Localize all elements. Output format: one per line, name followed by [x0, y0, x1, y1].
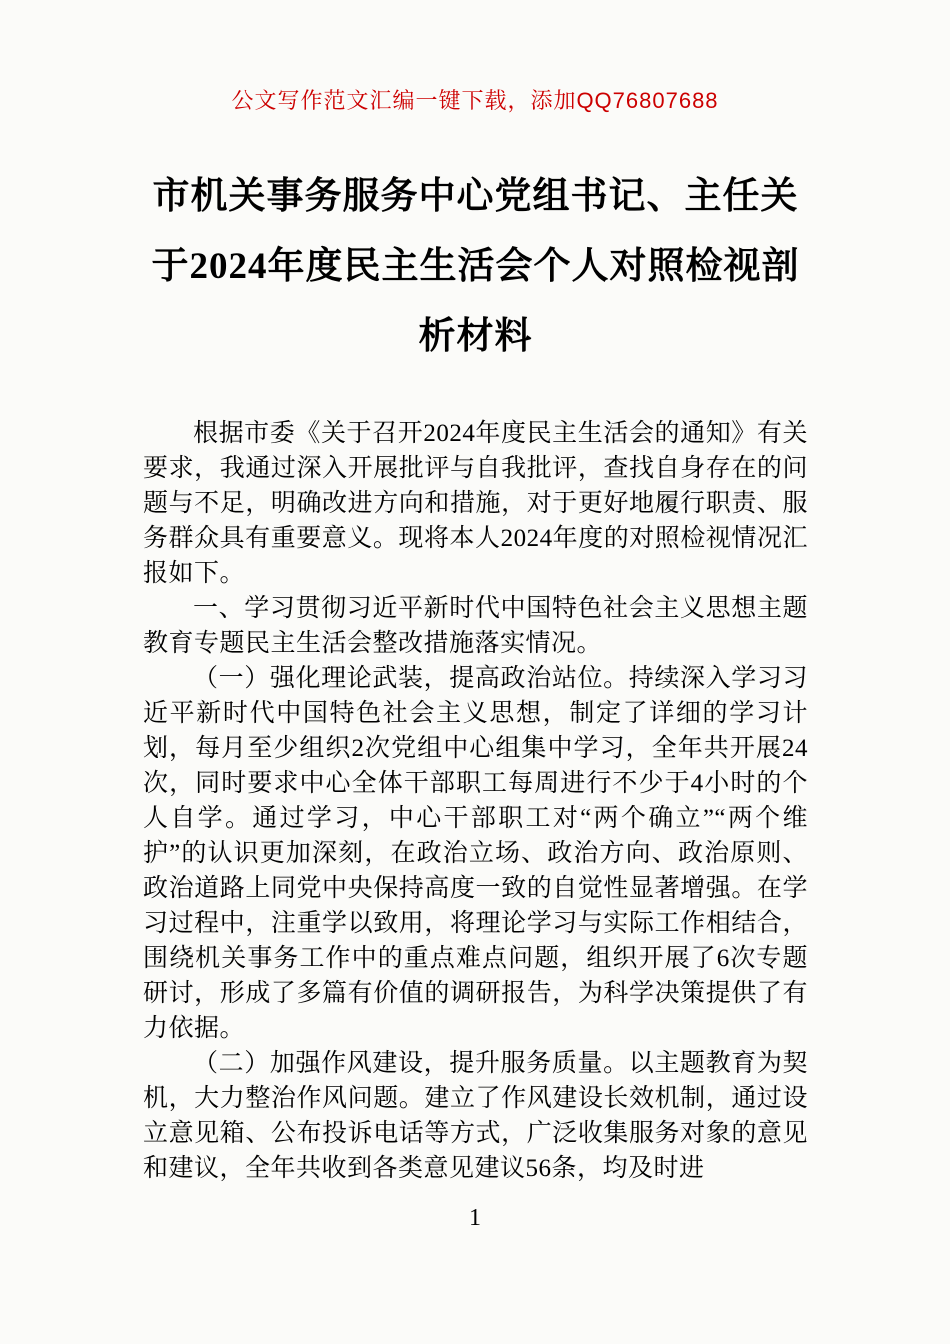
document-title: 市机关事务服务中心党组书记、主任关于2024年度民主生活会个人对照检视剖析材料: [151, 176, 800, 357]
paragraph-section-1-item-2: （二）加强作风建设，提升服务质量。以主题教育为契机，大力整治作风问题。建立了作风建设长效机制，通过设立意见箱、公布投诉电话等方式，广泛收集服务对象的意见和建议，全年共收到各类意见建议56条，均及时进: [143, 1050, 808, 1182]
promo-header: 公文写作范文汇编一键下载，添加QQ76807688: [231, 88, 719, 113]
paragraph-intro: 根据市委《关于召开2024年度民主生活会的通知》有关要求，我通过深入开展批评与自我批评，查找自身存在的问题与不足，明确改进方向和措施，对于更好地履行职责、服务群众具有重要意义。现将本人2024年度的对照检视情况汇报如下。: [143, 420, 808, 587]
paragraph-section-1-item-1: （一）强化理论武装，提高政治站位。持续深入学习习近平新时代中国特色社会主义思想，制定了详细的学习计划，每月至少组织2次党组中心组集中学习，全年共开展24次，同时要求中心全体干部职工每周进行不少于4小时的个人自学。通过学习，中心干部职工对“两个确立”“两个维护”的认识更加深刻，在政治立场、政治方向、政治原则、政治道路上同党中央保持高度一致的自觉性显著增强。在学习过程中，注重学以致用，将理论学习与实际工作相结合，围绕机关事务工作中的重点难点问题，组织开展了6次专题研讨，形成了多篇有价值的调研报告，为科学决策提供了有力依据。: [143, 665, 808, 1042]
document-content: [143, 162, 808, 1186]
page-number: 1: [469, 1205, 481, 1231]
paragraph-section-1-heading: 一、学习贯彻习近平新时代中国特色社会主义思想主题教育专题民主生活会整改措施落实情况。: [143, 595, 808, 657]
document-body: [143, 416, 808, 1186]
